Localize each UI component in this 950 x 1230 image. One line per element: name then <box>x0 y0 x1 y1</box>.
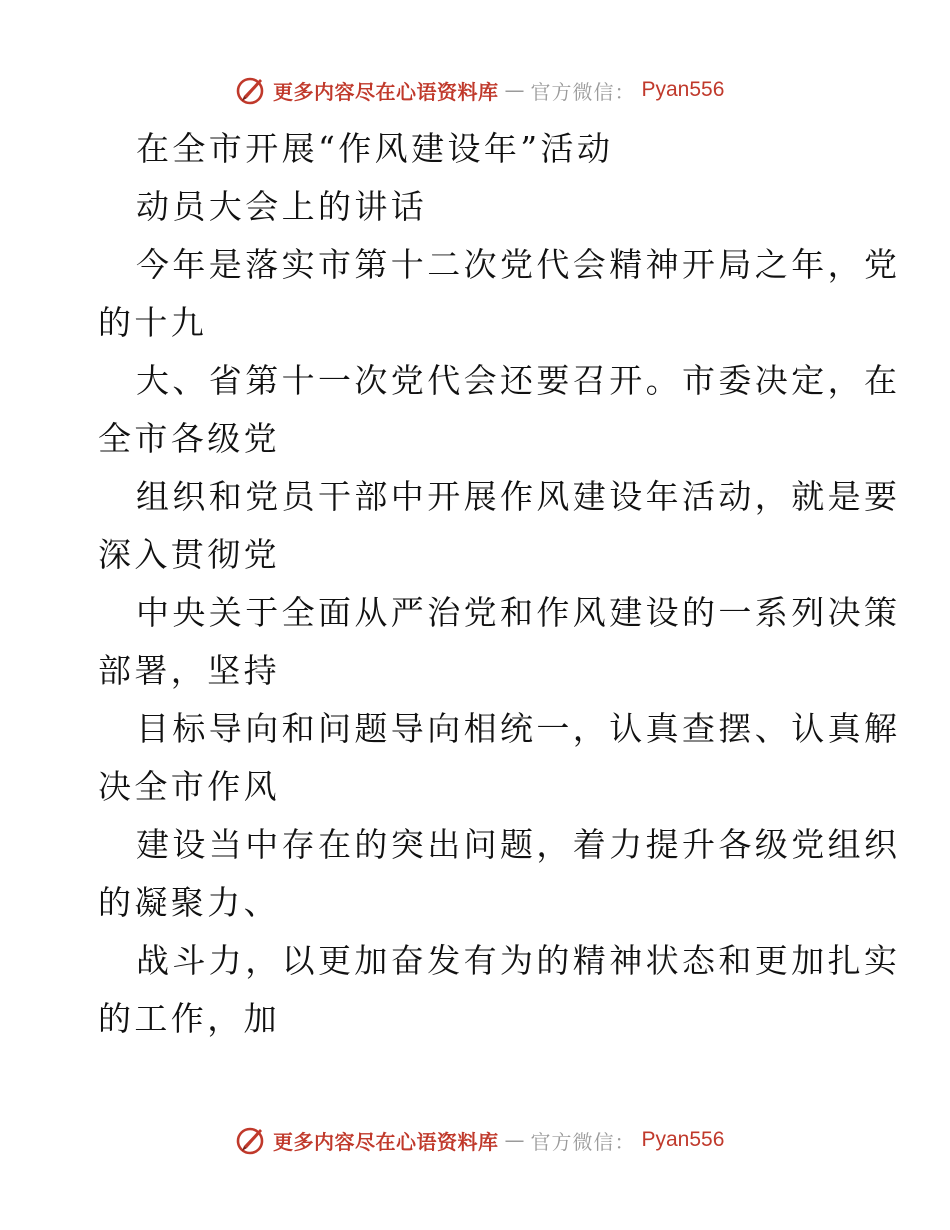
doc-paragraph-line: 中央关于全面从严治党和作风建设的一系列决策 <box>136 593 901 632</box>
doc-paragraph-line: 全市各级党 <box>98 419 280 458</box>
doc-paragraph-line: 的凝聚力、 <box>98 883 280 922</box>
watermark-source-text: 更多内容尽在心语资料库 <box>273 79 499 104</box>
watermark-official-label: 官方微信： <box>530 1129 636 1154</box>
doc-paragraph-line: 决全市作风 <box>98 767 280 806</box>
watermark-separator: — <box>504 1128 525 1152</box>
watermark-separator: — <box>504 78 525 102</box>
watermark-wechat-id: Pyan556 <box>641 78 725 101</box>
header-watermark <box>235 73 724 107</box>
watermark-official-label: 官方微信： <box>530 79 636 104</box>
watermark-source-text: 更多内容尽在心语资料库 <box>273 1129 499 1154</box>
footer-watermark <box>235 1123 724 1157</box>
doc-title-line-2: 动员大会上的讲话 <box>136 187 428 226</box>
quill-logo-icon <box>235 74 267 106</box>
doc-paragraph-line: 的工作，加 <box>98 999 280 1038</box>
doc-paragraph-line: 今年是落实市第十二次党代会精神开局之年，党 <box>136 245 901 284</box>
quill-logo-icon <box>235 1124 267 1156</box>
doc-paragraph-line: 建设当中存在的突出问题，着力提升各级党组织 <box>136 825 901 864</box>
doc-title-line-1: 在全市开展“作风建设年”活动 <box>136 129 614 168</box>
doc-paragraph-line: 的十九 <box>98 303 208 342</box>
doc-paragraph-line: 部署，坚持 <box>98 651 280 690</box>
watermark-wechat-id: Pyan556 <box>641 1128 725 1151</box>
doc-paragraph-line: 战斗力，以更加奋发有为的精神状态和更加扎实 <box>136 941 901 980</box>
doc-paragraph-line: 深入贯彻党 <box>98 535 280 574</box>
doc-paragraph-line: 大、省第十一次党代会还要召开。市委决定，在 <box>136 361 901 400</box>
document-body <box>98 120 901 1048</box>
doc-paragraph-line: 目标导向和问题导向相统一，认真查摆、认真解 <box>136 709 901 748</box>
doc-paragraph-line: 组织和党员干部中开展作风建设年活动，就是要 <box>136 477 901 516</box>
